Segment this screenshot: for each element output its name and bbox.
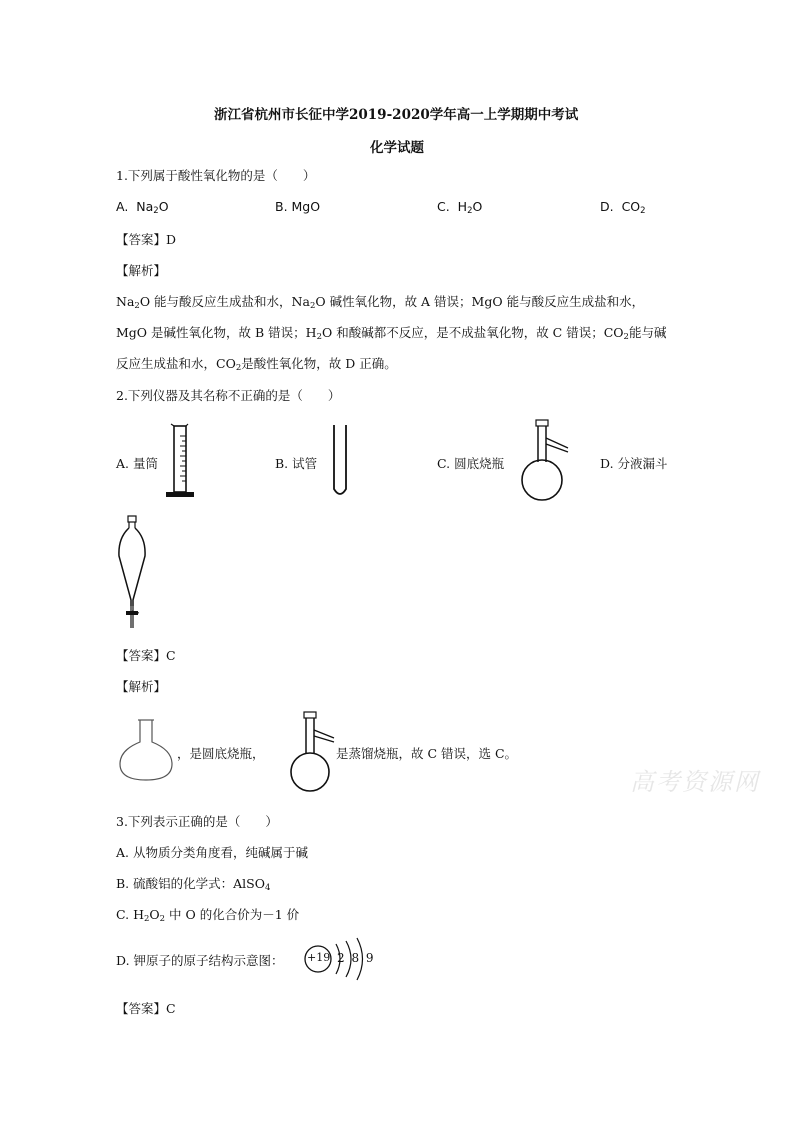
distillation-flask-icon <box>520 420 570 502</box>
round-bottom-flask-icon <box>118 718 176 782</box>
document-subtitle: 化学试题 <box>370 140 424 156</box>
q1-analysis-line2: MgO 是碱性氧化物，故 B 错误；$H_2O$ 和酸碱都不反应，是不成盐氧化物，故 C 错误；$CO_2$能与碱 <box>116 325 667 342</box>
electron-shells: 2 8 9 <box>337 951 374 965</box>
q1-option-d: D. $CO_2$ <box>600 199 646 216</box>
q1-analysis-line3: 反应生成盐和水，$CO_2$是酸性氧化物，故 D 正确。 <box>116 356 397 373</box>
q3-answer: 【答案】C <box>116 1001 176 1016</box>
q2-option-b: B. 试管 <box>275 456 318 471</box>
separatory-funnel-icon <box>116 516 150 632</box>
q2-stem: 2.下列仪器及其名称不正确的是（ ） <box>116 388 341 403</box>
document-title: 浙江省杭州市长征中学2019-2020学年高一上学期期中考试 <box>214 107 579 123</box>
q2-analysis-text2: 是蒸馏烧瓶，故 C 错误，选 C。 <box>336 746 518 761</box>
q2-analysis-label: 【解析】 <box>116 679 167 694</box>
q2-answer: 【答案】C <box>116 648 176 663</box>
q1-analysis-label: 【解析】 <box>116 263 167 278</box>
q3-option-d: D. 钾原子的原子结构示意图： <box>116 953 284 968</box>
q1-analysis-line1: $Na_2O$ 能与酸反应生成盐和水，$Na_2O$ 碱性氧化物，故 A 错误；MgO 能与酸反应生成盐和水， <box>116 294 645 311</box>
test-tube-icon <box>332 425 348 499</box>
q1-option-b: B. MgO <box>275 199 321 214</box>
q1-option-c: C. $H_2O$ <box>437 199 483 216</box>
q1-option-a: A. $Na_2O$ <box>116 199 169 216</box>
q3-option-c: C. $H_2O_2$ 中 O 的化合价为－1 价 <box>116 907 300 924</box>
watermark: 高考资源网 <box>630 768 760 796</box>
distillation-flask-analysis-icon <box>288 712 338 792</box>
q2-option-c: C. 圆底烧瓶 <box>437 456 505 471</box>
q3-stem: 3.下列表示正确的是（ ） <box>116 814 278 829</box>
nucleus-label: +19 <box>307 951 331 964</box>
q2-analysis-text1: ，是圆底烧瓶， <box>177 746 265 761</box>
q3-option-b: B. 硫酸铝的化学式：AlSO$_4$ <box>116 876 271 893</box>
q1-stem: 1.下列属于酸性氧化物的是（ ） <box>116 168 316 183</box>
q2-option-d: D. 分液漏斗 <box>600 456 668 471</box>
q3-option-a: A. 从物质分类角度看，纯碱属于碱 <box>116 845 308 860</box>
graduated-cylinder-icon <box>166 424 196 500</box>
q2-option-a: A. 量筒 <box>116 456 158 471</box>
q1-answer: 【答案】D <box>116 232 177 247</box>
